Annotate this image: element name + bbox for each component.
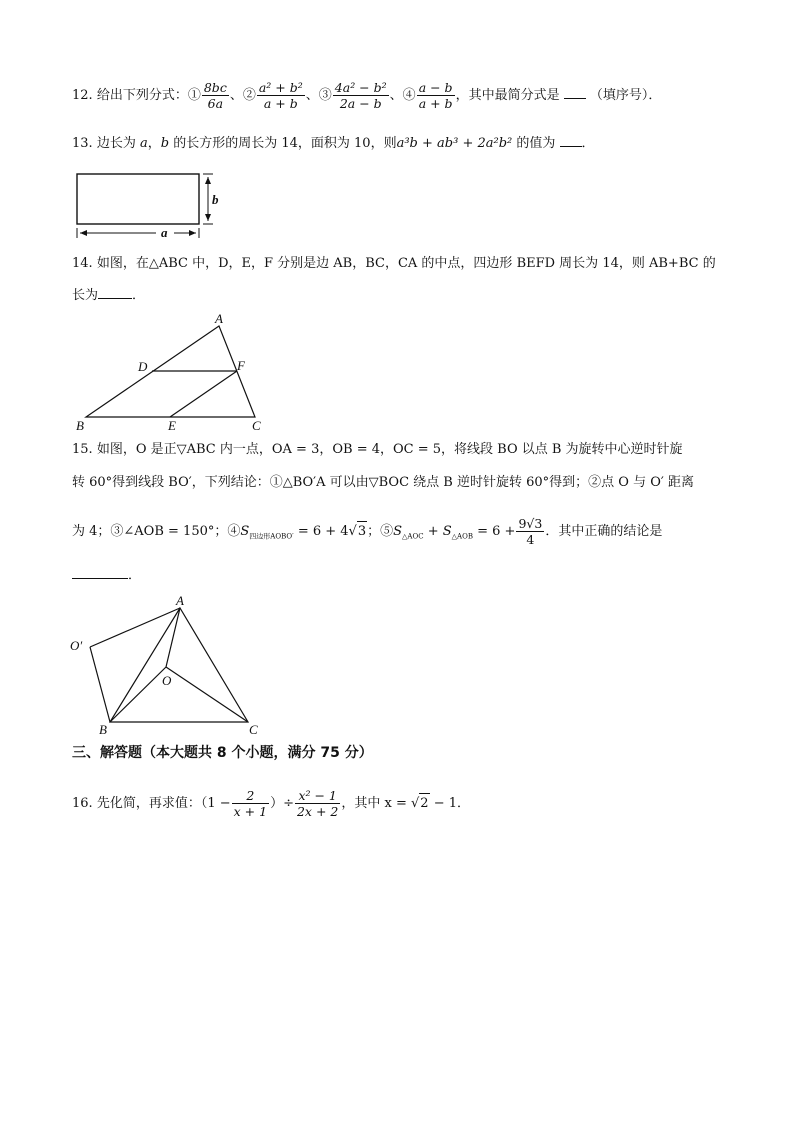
question-15-line-3: 为 4；③∠AOB = 150°；$④S_{四边形AOBO'} = 6 + 4√3$；$⑤S_{\triangle AOC} + S_{\triangle AOB} = 6$ + $\frac{9√3}{4}$ ．其中正确的结论是 bbox=[72, 516, 663, 547]
sqrt-3: 3 bbox=[357, 521, 367, 542]
segment-ao bbox=[166, 608, 180, 667]
q12-marker-2: ② bbox=[242, 88, 256, 103]
sqrt-2: 2 bbox=[419, 793, 429, 814]
label-O-prime: O′ bbox=[70, 638, 83, 653]
q12-f1-denominator: 6a bbox=[207, 96, 224, 111]
segment-co bbox=[166, 667, 248, 722]
q13-var-b: b bbox=[160, 136, 170, 151]
s-quad: S bbox=[240, 524, 250, 539]
q13-var-a: a bbox=[139, 136, 148, 151]
q15-f5-numerator: 9√3 bbox=[518, 516, 543, 531]
q14-number: 14. bbox=[72, 256, 93, 271]
q12-fraction-2 bbox=[257, 80, 305, 111]
s-aob-subscript: △AOB bbox=[451, 532, 473, 541]
question-15-line-2 bbox=[72, 473, 694, 493]
comma: ， bbox=[147, 136, 161, 151]
label-a: a bbox=[161, 225, 168, 240]
q12-marker-4: ④ bbox=[402, 88, 416, 103]
answer-blank[interactable] bbox=[560, 135, 582, 147]
q13-text-2: 的长方形的周长为 14，面积为 10，则 bbox=[173, 136, 397, 151]
question-14 bbox=[72, 254, 716, 274]
q15-eq4: = 6 + 4 bbox=[293, 524, 349, 539]
question-14-cont bbox=[72, 286, 145, 306]
q13-text: 边长为 bbox=[96, 136, 136, 151]
q12-prompt: 给出下列分式： bbox=[96, 88, 188, 103]
triangle-abc bbox=[110, 608, 248, 722]
q12-f3-numerator: 4a² − b² bbox=[334, 80, 387, 95]
question-15 bbox=[72, 440, 683, 460]
q13-text-3: 的值为 bbox=[516, 136, 556, 151]
label-A: A bbox=[176, 593, 184, 608]
q12-f2-numerator: a² + b² bbox=[258, 80, 303, 95]
label-F: F bbox=[237, 358, 245, 373]
label-B: B bbox=[76, 418, 84, 433]
q12-number: 12. bbox=[72, 88, 93, 103]
label-O: O bbox=[162, 673, 172, 688]
q16-fraction-2 bbox=[295, 788, 340, 819]
plus: + bbox=[423, 524, 443, 539]
q16-end: − 1． bbox=[429, 796, 470, 811]
triangle-figure bbox=[72, 312, 272, 432]
period: ． bbox=[132, 288, 146, 303]
q12-marker-3: ③ bbox=[318, 88, 332, 103]
q16-f1-denominator: x + 1 bbox=[233, 804, 268, 819]
segment-bo bbox=[110, 667, 166, 722]
label-C: C bbox=[252, 418, 261, 433]
q12-question: ，其中最简分式是 bbox=[455, 88, 560, 103]
q15-fraction bbox=[516, 516, 544, 547]
q12-hint: （填序号）． bbox=[589, 88, 662, 103]
segment-bo1 bbox=[90, 647, 110, 722]
q14-line-1: 如图，在△ABC 中，D，E，F 分别是边 AB，BC，CA 的中点，四边形 BEFD 周长为 14，则 AB+BC 的 bbox=[96, 256, 716, 271]
period: ． bbox=[128, 568, 142, 583]
q15-semicolon: ；⑤ bbox=[367, 524, 394, 539]
label-E: E bbox=[168, 418, 176, 433]
q12-fraction-4 bbox=[417, 80, 455, 111]
label-B: B bbox=[99, 722, 107, 737]
question-16: 16. 先化简，再求值：（1 − $\frac{2}{x + 1}$ ）÷ $\frac{\text{x² − 1}}{2x + 2}$ ，其中 x = √2 − 1． bbox=[72, 788, 470, 819]
separator: 、 bbox=[389, 88, 403, 103]
q16-f1-numerator: 2 bbox=[232, 788, 269, 804]
q12-fraction-3 bbox=[333, 80, 389, 111]
q12-f3-denominator: 2a − b bbox=[339, 96, 382, 111]
q13-expression: a³b + ab³ + 2a²b² bbox=[396, 136, 513, 151]
q16-f2-denominator: 2x + 2 bbox=[296, 804, 339, 819]
s-aob: S bbox=[442, 524, 452, 539]
question-12 bbox=[72, 80, 661, 111]
segment-ao1 bbox=[90, 608, 180, 647]
q12-fraction-1 bbox=[202, 80, 229, 111]
separator: 、 bbox=[305, 88, 319, 103]
rectangle bbox=[77, 174, 199, 224]
question-13 bbox=[72, 134, 595, 154]
s-aoc: S bbox=[393, 524, 403, 539]
label-b: b bbox=[212, 192, 219, 207]
answer-blank[interactable] bbox=[564, 87, 586, 99]
q16-f2-numerator: x² − 1 bbox=[295, 788, 340, 804]
answer-blank[interactable] bbox=[98, 287, 132, 299]
q12-f4-denominator: a + b bbox=[418, 96, 453, 111]
q12-f1-numerator: 8bc bbox=[203, 80, 227, 95]
label-A: A bbox=[215, 311, 223, 326]
q14-line-2: 长为 bbox=[72, 288, 99, 303]
answer-blank[interactable] bbox=[72, 567, 128, 579]
q16-fraction-1 bbox=[232, 788, 269, 819]
s-quad-subscript: 四边形AOBO′ bbox=[249, 532, 294, 541]
segment-ef bbox=[170, 371, 237, 417]
q15-line-3-b: ．其中正确的结论是 bbox=[545, 524, 663, 539]
q15-line-3-a: 为 4；③∠AOB = 150°；④ bbox=[72, 524, 241, 539]
q12-f2-denominator: a + b bbox=[263, 96, 298, 111]
rectangle-figure bbox=[72, 170, 232, 242]
q15-f5-denominator: 4 bbox=[526, 532, 535, 547]
q16-condition: ，其中 x = bbox=[341, 796, 407, 811]
q15-eq5: = 6 + bbox=[473, 524, 516, 539]
q16-number: 16. bbox=[72, 796, 93, 811]
question-15-answer bbox=[72, 566, 141, 586]
s-aoc-subscript: △AOC bbox=[402, 532, 424, 541]
period: ． bbox=[581, 136, 595, 151]
q12-marker-1: ① bbox=[187, 88, 201, 103]
q15-line-2-text: 转 60°得到线段 BO′，下列结论：①△BO′A 可以由▽BOC 绕点 B 逆时针旋转 60°得到；②点 O 与 O′ 距离 bbox=[72, 475, 694, 490]
rotation-figure bbox=[66, 592, 276, 737]
q13-number: 13. bbox=[72, 136, 93, 151]
label-C: C bbox=[249, 722, 258, 737]
label-D: D bbox=[138, 359, 148, 374]
section-heading: 三、解答题（本大题共 8 个小题，满分 75 分） bbox=[72, 745, 373, 761]
q16-divide: ）÷ bbox=[270, 796, 294, 811]
q15-line-1: 如图，O 是正▽ABC 内一点，OA = 3，OB = 4，OC = 5，将线段 BO 以点 B 为旋转中心逆时针旋 bbox=[96, 442, 683, 457]
q15-number: 15. bbox=[72, 442, 93, 457]
q16-text: 先化简，再求值：（1 − bbox=[96, 796, 231, 811]
q12-f4-numerator: a − b bbox=[418, 80, 453, 95]
separator: 、 bbox=[229, 88, 243, 103]
